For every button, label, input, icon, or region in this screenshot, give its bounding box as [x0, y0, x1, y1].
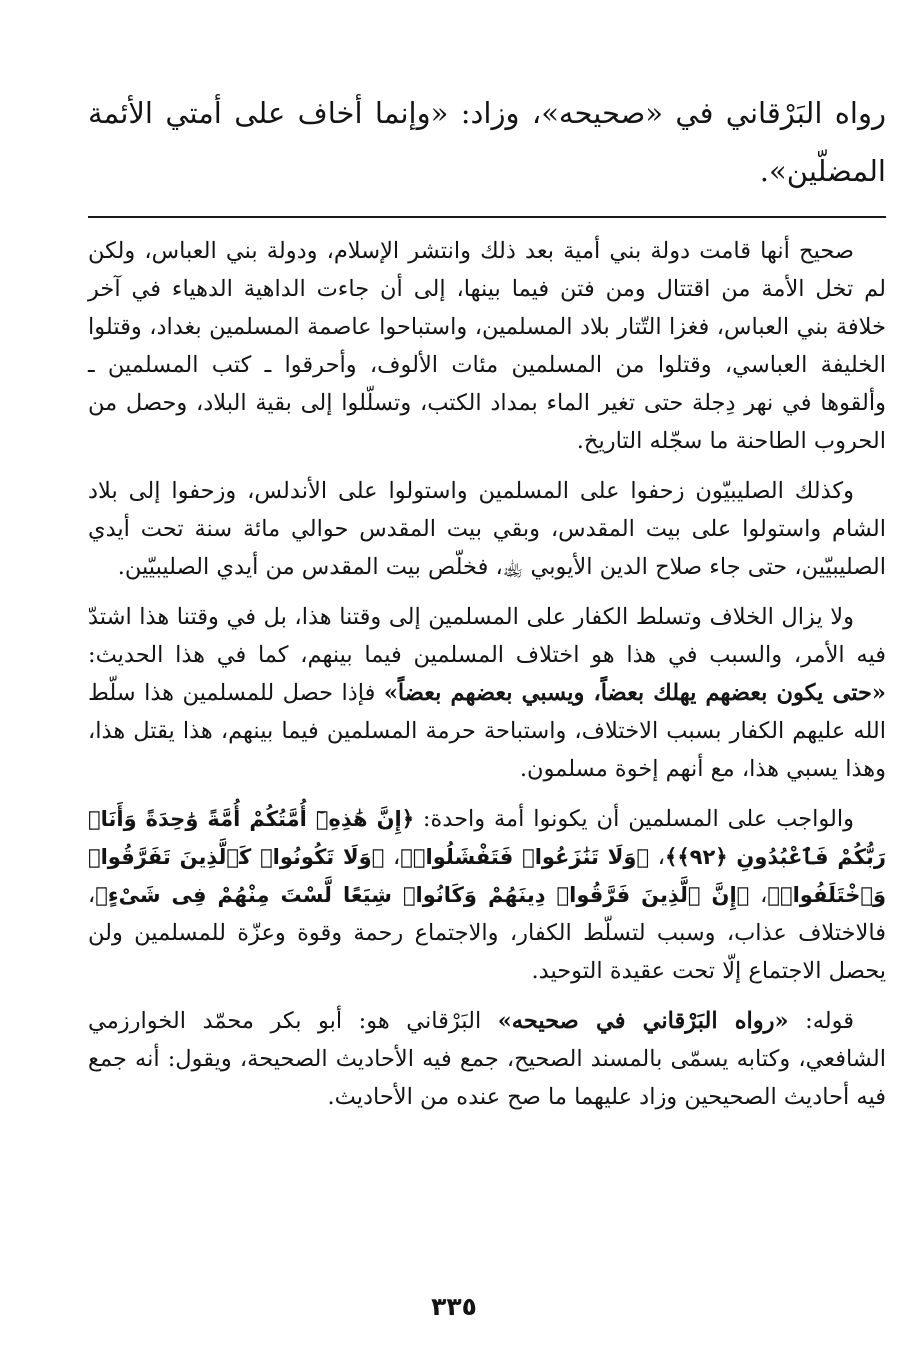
paragraph-unity: [88, 800, 886, 990]
quran-verse-dispute: ﴿وَلَا تَنَٰزَعُوا۟ فَتَفْشَلُوا۟﴾: [400, 845, 650, 869]
paragraph-unity-text-before: والواجب على المسلمين أن يكونوا أمة واحدة:: [414, 806, 854, 832]
page-body: [88, 70, 886, 1128]
page-number: ٣٣٥: [431, 1292, 477, 1321]
verse-separator: ،: [649, 844, 666, 870]
quran-verse-ummah: ﴿إِنَّ هَٰذِهِۦٓ أُمَّتُكُمْ أُمَّةً وَٰحِدَةً وَأَنَا۠ رَبُّكُمْ فَٱعْبُدُونِ ﴿٩٢﴾﴾: [88, 807, 886, 869]
paragraph-unity-text-after: ، فالاختلاف عذاب، وسبب لتسلّط الكفار، والاجتماع رحمة وقوة وعزّة للمسلمين ولن يحصل الاجتماع إلّا تحت عقيدة التوحيد.: [88, 882, 886, 984]
quran-verse-sects: ﴿إِنَّ ٱلَّذِينَ فَرَّقُوا۟ دِينَهُمْ وَكَانُوا۟ شِيَعًا لَّسْتَ مِنْهُمْ فِى شَىْءٍ﴾: [95, 883, 750, 907]
paragraph-barqani-text-after: البَرْقاني هو: أبو بكر محمّد الخوارزمي الشافعي، وكتابه يسمّى بالمسند الصحيح، جمع فيه الأحاديث الصحيحة، ويقول: أنه جمع فيه أحاديث الصحيحين وزاد عليهما ما صح عنده من الأحاديث.: [88, 1008, 886, 1110]
paragraph-abbasid: صحيح أنها قامت دولة بني أمية بعد ذلك وانتشر الإسلام، ودولة بني العباس، ولكن لم تخل الأمة من اقتتال ومن فتن فيما بينها، إلى أن جاءت الداهية الدهياء في آخر خلافة بني العباس، فغزا التّتار بلاد المسلمين، واستباحوا عاصمة المسلمين بغداد، وقتلوا الخليفة العباسي، وقتلوا من المسلمين مئات الألوف، وأحرقوا ـ كتب المسلمين ـ وألقوها في نهر دِجلة حتى تغير الماء بمداد الكتب، وتسلّلوا إلى بقية البلاد، وحصل من الحروب الطاحنة ما سجّله التاريخ.: [88, 238, 886, 454]
paragraph-disagreement-text-before: ولا يزال الخلاف وتسلط الكفار على المسلمين إلى وقتنا هذا، بل في وقتنا هذا اشتدّ فيه الأمر، والسبب في هذا هو اختلاف المسلمين فيما بينهم، كما في هذا الحديث:: [88, 604, 886, 668]
quoted-phrase: «رواه البَرْقاني في صحيحه»: [497, 1008, 789, 1034]
paragraph-crusaders: وكذلك الصليبيّون زحفوا على المسلمين واستولوا على الأندلس، وزحفوا إلى بلاد الشام واستولوا على بيت المقدس، وبقي بيت المقدس حوالي مائة سنة تحت أيدي الصليبيّين، حتى جاء صلاح الدين الأيوبي ﵀، فخلّص بيت المقدس من أيدي الصليبيّين.: [88, 478, 886, 580]
hadith-quote: «حتى يكون بعضهم يهلك بعضاً، ويسبي بعضهم بعضاً»: [383, 680, 886, 706]
hadith-text: رواه البَرْقاني في «صحيحه»، وزاد: «وإنما أخاف على أمتي الأئمة المضلّين».: [88, 96, 886, 188]
quran-verse-division: ﴿وَلَا تَكُونُوا۟ كَٱلَّذِينَ تَفَرَّقُوا۟ وَٱخْتَلَفُوا۟﴾: [88, 845, 886, 907]
footnote-divider: [88, 216, 886, 218]
verse-separator: ،: [749, 882, 768, 908]
paragraph-disagreement: [88, 598, 886, 788]
verse-separator: ،: [384, 844, 401, 870]
paragraph-barqani-text-before: قوله:: [788, 1008, 854, 1034]
paragraph-barqani: [88, 1002, 886, 1116]
paragraph-disagreement-text-after: فإذا حصل للمسلمين هذا سلّط الله عليهم الكفار بسبب الاختلاف، واستباحة حرمة المسلمين فيما بينهم، هذا يقتل هذا، وهذا يسبي هذا، مع أنهم إخوة مسلمون.: [88, 680, 886, 782]
